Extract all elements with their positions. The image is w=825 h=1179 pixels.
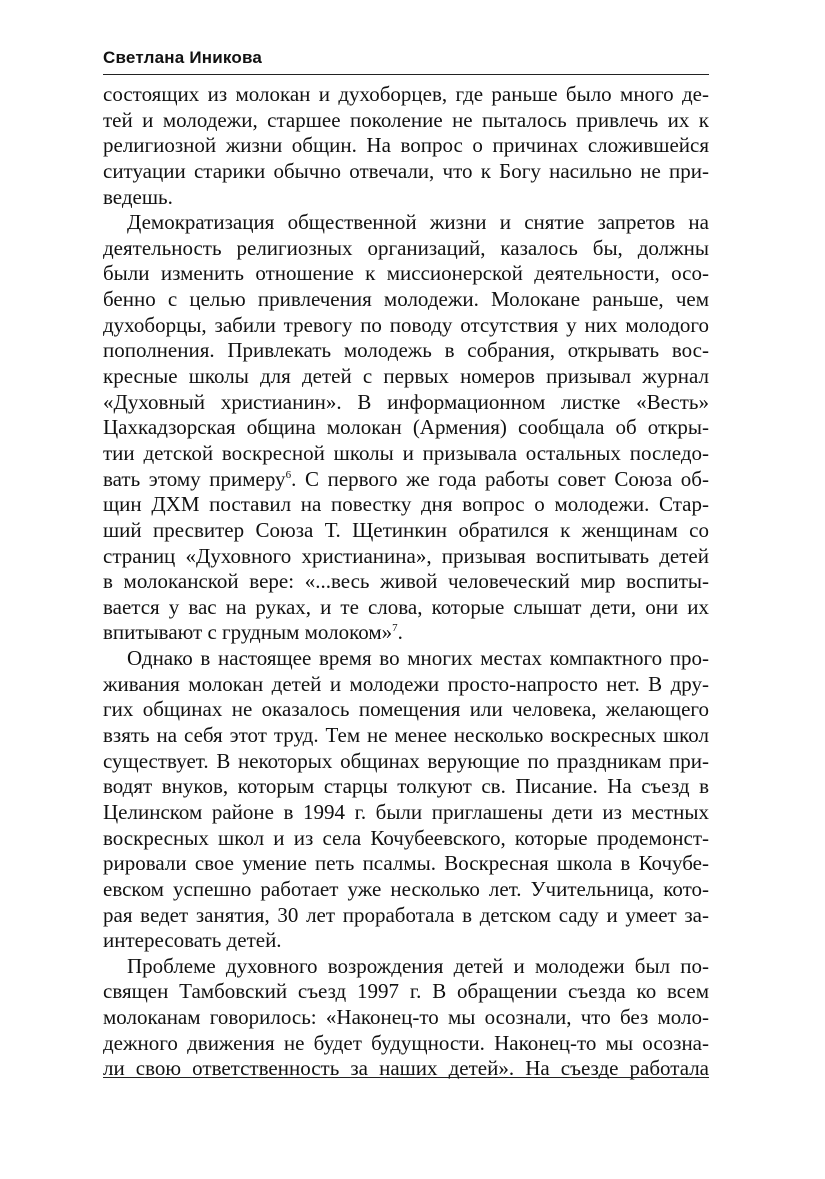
text-line: ведешь. bbox=[103, 184, 173, 209]
header-rule bbox=[103, 74, 709, 75]
text-line: бенно с целью привлечения молодежи. Молокане раньше, чем bbox=[103, 287, 709, 312]
body-text bbox=[103, 82, 709, 1082]
text-line: молоканам говорилось: «Наконец-то мы осознали, что без моло- bbox=[103, 1005, 709, 1030]
text-line: были изменить отношение к миссионерской деятельности, осо- bbox=[103, 261, 709, 286]
footer-rule bbox=[103, 1077, 709, 1078]
text-line: рировали свое умение петь псалмы. Воскресная школа в Кочубе- bbox=[103, 851, 709, 876]
text-line: пополнения. Привлекать молодежь в собрания, открывать вос- bbox=[103, 338, 709, 363]
text-line: существует. В некоторых общинах верующие по праздникам при- bbox=[103, 748, 709, 773]
text-line: страниц «Духовного христианина», призывая воспитывать детей bbox=[103, 543, 709, 568]
footnote-ref: 6 bbox=[285, 468, 292, 481]
text-line: религиозной жизни общин. На вопрос о причинах сложившейся bbox=[103, 133, 709, 158]
text-line: тии детской воскресной школы и призывала остальных последо- bbox=[103, 440, 709, 465]
text-line-start: впитывают с грудным молоком» bbox=[103, 620, 393, 645]
text-line-start: вать этому примеру bbox=[103, 466, 286, 491]
text-line: Однако в настоящее время во многих местах компактного про- bbox=[127, 646, 709, 671]
text-line: духоборцы, забили тревогу по поводу отсутствия у них молодого bbox=[103, 312, 709, 337]
text-line: живания молокан детей и молодежи просто-напросто нет. В дру- bbox=[103, 671, 709, 696]
text-line: в молоканской вере: «...весь живой человеческий мир воспиты- bbox=[103, 569, 709, 594]
text-line: рая ведет занятия, 30 лет проработала в детском саду и умеет за- bbox=[103, 902, 709, 927]
text-line: деятельность религиозных организаций, казалось бы, должны bbox=[103, 235, 709, 260]
text-line: дежного движения не будет будущности. Наконец-то мы осозна- bbox=[103, 1030, 709, 1055]
text-line bbox=[103, 467, 709, 493]
text-line: Проблеме духовного возрождения детей и молодежи был по- bbox=[127, 953, 709, 978]
text-line: кресные школы для детей с первых номеров призывал журнал bbox=[103, 364, 709, 389]
text-line: интересовать детей. bbox=[103, 928, 282, 953]
footnote-ref: 7 bbox=[392, 622, 398, 635]
text-line: гих общинах не оказалось помещения или человека, желающего bbox=[103, 697, 709, 722]
text-line: ли свою ответственность за наших детей». На съезде работала bbox=[103, 1056, 709, 1081]
text-line: Демократизация общественной жизни и снятие запретов на bbox=[127, 210, 709, 235]
text-line: тей и молодежи, старшее поколение не пыталось привлечь их к bbox=[103, 107, 709, 132]
text-line: ситуации старики обычно отвечали, что к Богу насильно не при- bbox=[103, 158, 709, 183]
text-line: ший пресвитер Союза Т. Щетинкин обратился к женщинам со bbox=[103, 517, 709, 542]
text-line: «Духовный христианин». В информационном листке «Весть» bbox=[103, 389, 709, 414]
running-head: Светлана Иникова bbox=[103, 48, 263, 67]
text-line: щин ДХМ поставил на повестку дня вопрос о молодежи. Стар- bbox=[103, 492, 709, 517]
text-line-end: . С первого же года работы совет Союза об- bbox=[291, 466, 709, 491]
text-line: водят внуков, которым старцы толкуют св. Писание. На съезд в bbox=[103, 774, 709, 799]
text-line bbox=[103, 620, 709, 646]
text-line: состоящих из молокан и духоборцев, где раньше было много де- bbox=[103, 82, 709, 106]
text-line-end: . bbox=[397, 620, 403, 645]
text-line: вается у вас на руках, и те слова, которые слышат дети, они их bbox=[103, 594, 709, 619]
text-line: Цахкадзорская община молокан (Армения) сообщала об откры- bbox=[103, 415, 709, 440]
text-line: священ Тамбовский съезд 1997 г. В обращении съезда ко всем bbox=[103, 979, 709, 1004]
text-line: воскресных школ и из села Кочубеевского, которые продемонст- bbox=[103, 825, 709, 850]
text-line: евском успешно работает уже несколько лет. Учительница, кото- bbox=[103, 876, 709, 901]
text-line: взять на себя этот труд. Тем не менее несколько воскресных школ bbox=[103, 723, 709, 748]
text-line: Целинском районе в 1994 г. были приглашены дети из местных bbox=[103, 799, 709, 824]
